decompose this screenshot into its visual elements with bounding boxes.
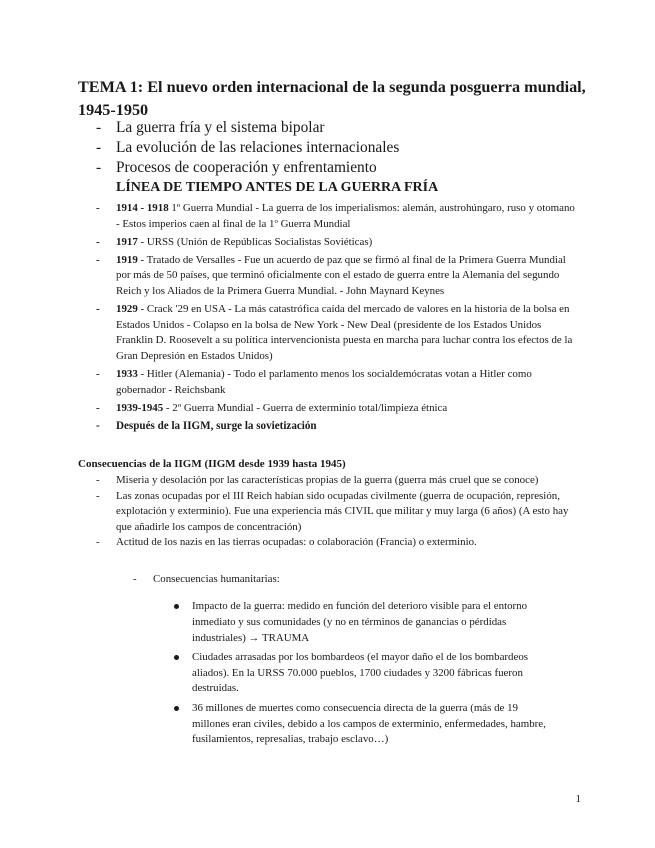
timeline-text: - Crack '29 en USA - La más catastrófica caída del mercado de valores en la historia de la bolsa en Estados Unidos - Colapso en la bolsa de New York - New Deal (presidente de los Estados Unidos Franklin D. Roosevelt a su política intervencionista puesta en marcha para luchar contra los efectos de la Gran Depresión en Estados Unidos) [116, 303, 573, 362]
consequences-heading: Consecuencias de la IIGM (IIGM desde 1939 hasta 1945) [78, 458, 346, 470]
page-number: 1 [575, 793, 581, 805]
list-item: Ciudades arrasadas por los bombardeos (el mayor daño el de los bombardeos aliados). En la URSS 70.000 pueblos, 1700 ciudades y 3200 fábricas fueron destruidas. [172, 650, 557, 697]
list-item: Impacto de la guerra: medido en función del deterioro visible para el entorno inmediato y sus comunidades (y no en términos de ganancias o pérdidas industriales) → TRAUMA [172, 599, 557, 646]
timeline-text: - URSS (Unión de Repúblicas Socialistas Soviéticas) [137, 235, 373, 248]
humanitarian-heading: - Consecuencias humanitarias: [133, 573, 280, 585]
timeline-text: - 2º Guerra Mundial - Guerra de exterminio total/limpieza étnica [163, 401, 448, 414]
timeline-year: 1917 [116, 235, 138, 248]
list-item: - Actitud de los nazis en las tierras ocupadas: o colaboración (Francia) o exterminio. [96, 536, 477, 549]
timeline-item: - 1939-1945 - 2º Guerra Mundial - Guerra de exterminio total/limpieza étnica [96, 401, 448, 414]
timeline-item: - 1933 - Hitler (Alemania) - Todo el parlamento menos los socialdemócratas votan a Hitler como gobernador - Reichsbank [96, 367, 532, 396]
timeline-item: - 1914 - 1918 1º Guerra Mundial - La guerra de los imperialismos: alemán, austrohúngaro, ruso y otomano - Estos imperios caen al final de la 1º Guerra Mundial [96, 202, 575, 230]
timeline-year: 1939-1945 [116, 401, 164, 414]
consequences-list [78, 473, 578, 551]
list-item: 36 millones de muertes como consecuencia directa de la guerra (más de 19 millones eran civiles, debido a los campos de exterminio, enfermedades, hambre, fusilamientos, represalias, trabajo esclavo…) [172, 701, 557, 748]
bullet-icon [174, 706, 179, 711]
timeline-final-item: - Después de la IIGM, surge la sovietización [96, 419, 317, 432]
page-title: TEMA 1: El nuevo orden internacional de la segunda posguerra mundial, 1945-1950 [78, 78, 586, 119]
timeline-text: - Hitler (Alemania) - Todo el parlamento menos los socialdemócratas votan a Hitler como gobernador - Reichsbank [116, 367, 532, 396]
bullet-icon [174, 604, 179, 609]
timeline-year: 1919 [116, 253, 138, 266]
timeline-year: 1933 [116, 367, 138, 380]
list-item: - La guerra fría y el sistema bipolar [96, 119, 325, 136]
list-item: - Miseria y desolación por las características propias de la guerra (guerra más cruel que se conoce) [96, 474, 539, 486]
timeline-item: - 1929 - Crack '29 en USA - La más catastrófica caída del mercado de valores en la historia de la bolsa en Estados Unidos - Colapso en la bolsa de New York - New Deal (presidente de los Estados Unidos Franklin D. Roosevelt a su política intervencionista puesta en marcha para luchar contra los efectos de la Gran Depresión en Estados Unidos) [96, 303, 573, 362]
bullet-icon [174, 655, 179, 660]
list-item: - La evolución de las relaciones internacionales [96, 139, 400, 156]
timeline-year: 1914 - 1918 [116, 202, 169, 214]
list-item: - Procesos de cooperación y enfrentamiento [96, 159, 377, 176]
timeline-item: - 1917 - URSS (Unión de Repúblicas Socialistas Soviéticas) [96, 235, 373, 248]
timeline-text: - Tratado de Versalles - Fue un acuerdo de paz que se firmó al final de la Primera Guerra Mundial por más de 50 países, que terminó oficialmente con el estado de guerra entre la Alemania del segundo Reich y los Aliados de la Primera Guerra Mundial. - John Maynard Keynes [116, 253, 566, 297]
timeline-list [78, 201, 578, 437]
timeline-heading: LÍNEA DE TIEMPO ANTES DE LA GUERRA FRÍA [116, 180, 439, 195]
topic-list [78, 118, 598, 178]
timeline-year: 1929 [116, 303, 138, 316]
timeline-item: - 1919 - Tratado de Versalles - Fue un acuerdo de paz que se firmó al final de la Primera Guerra Mundial por más de 50 países, que terminó oficialmente con el estado de guerra entre la Alemania del segundo Reich y los Aliados de la Primera Guerra Mundial. - John Maynard Keynes [96, 253, 566, 297]
humanitarian-list [172, 599, 557, 752]
timeline-text: 1º Guerra Mundial - La guerra de los imperialismos: alemán, austrohúngaro, ruso y otomano - Estos imperios caen al final de la 1º Guerra Mundial [116, 202, 575, 230]
list-item: - Las zonas ocupadas por el III Reich habían sido ocupadas civilmente (guerra de ocupación, represión, explotación y exterminio). Fue una experiencia más CIVIL que militar y muy larga (6 años) (A esto hay que añadirle los campos de concentración) [96, 489, 569, 533]
